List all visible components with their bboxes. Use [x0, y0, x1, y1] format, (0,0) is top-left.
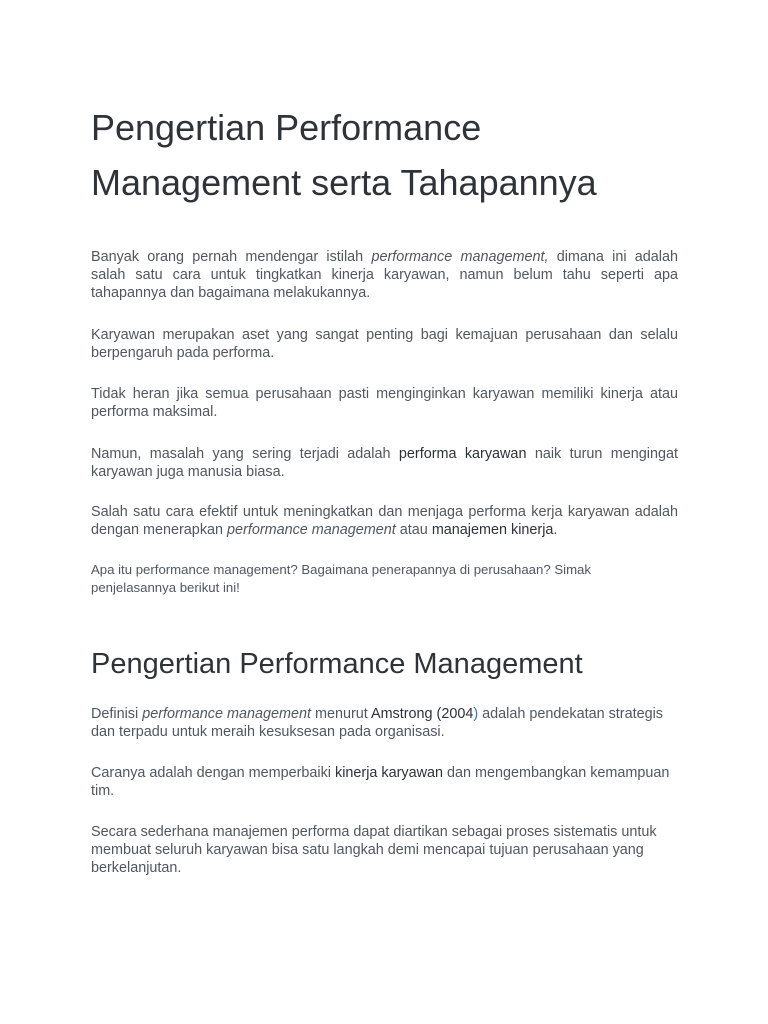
paragraph-problem: [91, 445, 678, 481]
text-span: naik turun mengingat karyawan juga manusia biasa.: [91, 446, 678, 480]
italic-term: performance management: [227, 522, 396, 538]
text-span: atau: [395, 522, 432, 538]
text-span: dimana ini adalah salah satu cara untuk tingkatkan kinerja karyawan, namun belum tahu seperti apa tahapannya dan bagaimana melakukannya.: [91, 249, 679, 301]
text-span: menurut: [310, 706, 371, 722]
text-span: adalah pendekatan strategis dan terpadu untuk meraih kesuksesan pada organisasi.: [91, 706, 663, 740]
italic-term: performance management: [142, 706, 311, 722]
text-span: Caranya adalah dengan memperbaiki: [91, 765, 335, 781]
paragraph-performance: Tidak heran jika semua perusahaan pasti menginginkan karyawan memiliki kinerja atau performa maksimal.: [91, 386, 678, 420]
closing-paren: ): [473, 706, 479, 722]
text-span: Namun, masalah yang sering terjadi adalah: [91, 446, 399, 462]
paragraph-question: Apa itu performance management? Bagaimana penerapannya di perusahaan? Simak penjelasannya berikut ini!: [91, 562, 591, 595]
text-span: dan mengembangkan kemampuan tim.: [91, 765, 670, 799]
paragraph-solution: [91, 503, 678, 539]
paragraph-asset: Karyawan merupakan aset yang sangat penting bagi kemajuan perusahaan dan selalu berpengaruh pada performa.: [91, 327, 678, 361]
paragraph-definition: [91, 705, 678, 741]
italic-term: performance management,: [371, 249, 549, 265]
kinerja-karyawan-link[interactable]: kinerja karyawan: [335, 765, 443, 781]
paragraph-method: [91, 764, 678, 800]
text-span: Definisi: [91, 706, 143, 722]
text-span: Banyak orang pernah mendengar istilah: [91, 249, 372, 265]
performa-karyawan-link[interactable]: performa karyawan: [398, 446, 527, 462]
page-title: Pengertian Performance Management serta Tahapannya: [91, 107, 597, 203]
text-span: Salah satu cara efektif untuk meningkatkan dan menjaga performa kerja karyawan adalah dengan menerapkan: [91, 504, 678, 538]
intro-paragraph: [91, 248, 678, 302]
paragraph-summary: Secara sederhana manajemen performa dapat diartikan sebagai proses sistematis untuk membuat seluruh karyawan bisa satu langkah demi mencapai tujuan perusahaan yang berkelanjutan.: [91, 824, 657, 876]
manajemen-kinerja-link[interactable]: manajemen kinerja: [431, 522, 554, 538]
section-heading: Pengertian Performance Management: [91, 648, 583, 680]
amstrong-link[interactable]: Amstrong (2004: [370, 706, 474, 722]
text-span: .: [553, 522, 558, 538]
